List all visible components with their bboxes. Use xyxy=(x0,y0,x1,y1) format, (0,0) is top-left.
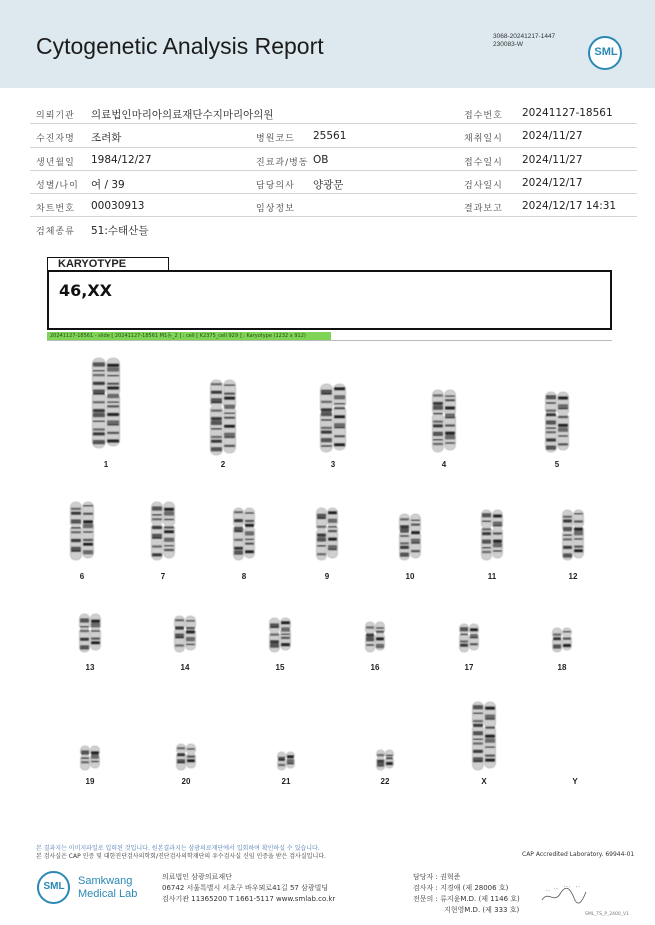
info-row: 의뢰기관 의료법인마리아의료재단수지마리아의원 접수번호 20241127-18561 xyxy=(30,101,637,124)
specimen-value: 51:수태산들 xyxy=(91,225,149,238)
signature-icon xyxy=(540,882,588,908)
chromosome-number: 12 xyxy=(568,572,578,581)
form-code: SML_TS_P_2400_V1 xyxy=(585,912,629,917)
chromosome-pair xyxy=(151,502,174,560)
doctor-value: 양광문 xyxy=(313,178,344,191)
footer-logo-text: SML xyxy=(43,881,65,892)
info-row: 성별/나이 여 / 39 담당의사 양광문 검사일시 2024/12/17 xyxy=(30,171,637,194)
chromosome-pair xyxy=(270,618,291,652)
chromosome-number: 11 xyxy=(487,572,497,581)
karyotype-label: KARYOTYPE xyxy=(47,257,169,271)
patient-name-value: 조려화 xyxy=(91,132,122,145)
receipt-date-value: 2024/11/27 xyxy=(522,153,583,166)
chromosome-pair xyxy=(278,752,295,770)
chart-no-value: 00030913 xyxy=(91,200,145,213)
chromosome-pair xyxy=(545,392,568,452)
chromosome-pair xyxy=(366,622,385,652)
chromosome-pair xyxy=(81,746,100,770)
test-date-value: 2024/12/17 xyxy=(522,176,583,189)
karyogram-caption: 20241127-18561 - slide [ 20241127-18561 M1동_2 ] : cell [ K2375_cell 929 ] : Karyotype (1232 x 912) xyxy=(47,332,331,341)
chromosome-number: 8 xyxy=(241,572,247,581)
chromosome-number: 5 xyxy=(554,460,560,469)
chromosome-pair xyxy=(234,508,255,560)
disclaimer-note: 본 결과지는 이미지파일로 입력된 것입니다. 원본결과지는 삼광의료재단에서 입회하여 확인하실 수 있습니다. xyxy=(36,845,320,852)
chromosome-number: 19 xyxy=(85,777,95,786)
chromosome-pair xyxy=(175,616,196,652)
chromosome-pair xyxy=(472,702,495,770)
accreditation-note: 본 검사실은 CAP 인증 및 대한진단검사의학회/진단검사의학재단의 우수검사실 신임 인증을 받은 검사실입니다. xyxy=(36,853,326,860)
chromosome-number: 21 xyxy=(281,777,291,786)
sex-age-value: 여 / 39 xyxy=(91,178,125,191)
chromosome-number: 10 xyxy=(405,572,415,581)
chromosome-pair xyxy=(320,384,345,452)
chromosome-pair xyxy=(70,502,93,560)
sml-logo-text: SML xyxy=(594,46,618,58)
info-row: 수진자명 조려화 병원코드 25561 채취일시 2024/11/27 xyxy=(30,124,637,147)
chromosome-number: 1 xyxy=(103,460,109,469)
report-title: Cytogenetic Analysis Report xyxy=(36,33,324,59)
chromosome-pair xyxy=(400,514,421,560)
chromosome-pair xyxy=(80,614,101,652)
chromosome-number: 7 xyxy=(160,572,166,581)
chromosome-pair xyxy=(432,390,455,452)
report-value: 2024/12/17 14:31 xyxy=(522,200,617,213)
receipt-no-value: 20241127-18561 xyxy=(522,107,613,119)
info-row: 생년월일 1984/12/27 진료과/병동 OB 접수일시 2024/11/27 xyxy=(30,148,637,171)
chromosome-pair xyxy=(177,744,196,770)
chromosome-number: Y xyxy=(572,777,578,786)
chromosome-pair xyxy=(553,628,572,652)
company-name: Samkwang Medical Lab xyxy=(78,875,138,900)
chromosome-number: 13 xyxy=(85,663,95,672)
chromosome-number: 4 xyxy=(441,460,447,469)
info-row: 차트번호 00030913 임상정보 결과보고 2024/12/17 14:31 xyxy=(30,194,637,217)
chromosome-number: 22 xyxy=(380,777,390,786)
chromosome-pair xyxy=(210,380,235,455)
staff-list: 담당자 : 권혁준 검사자 : 지경애 (제 28006 호) 전문의 : 류지윤M.D. (제 1146 호) 지현영M.D. (제 333 호) xyxy=(413,873,520,914)
dob-value: 1984/12/27 xyxy=(91,153,152,166)
collection-date-value: 2024/11/27 xyxy=(522,130,583,143)
institution-value: 의료법인마리아의료재단수지마리아의원 xyxy=(91,109,274,121)
chromosome-number: X xyxy=(481,777,487,786)
chromosome-number: 15 xyxy=(275,663,285,672)
dept-value: OB xyxy=(313,153,329,166)
hospital-code-value: 25561 xyxy=(313,130,347,143)
chromosome-pair xyxy=(317,508,338,560)
company-address: 의료법인 삼광의료재단 06742 서울특별시 서초구 바우뫼로41길 57 삼광빌딩 검사기관 11365200 T 1661-5117 www.smlab.co.kr xyxy=(162,873,336,903)
chromosome-pair xyxy=(460,624,479,652)
chromosome-number: 3 xyxy=(330,460,336,469)
info-row: 검체종류 51:수태산들 xyxy=(36,225,149,238)
chromosome-pair xyxy=(377,750,394,770)
chromosome-number: 16 xyxy=(370,663,380,672)
chromosome-pair xyxy=(482,510,503,560)
chromosome-number: 6 xyxy=(79,572,85,581)
chromosome-pair xyxy=(563,510,584,560)
chromosome-number: 2 xyxy=(220,460,226,469)
cap-accreditation: CAP Accredited Laboratory. 69944-01 xyxy=(522,851,635,858)
chromosome-number: 18 xyxy=(557,663,567,672)
chromosome-pair xyxy=(92,358,119,448)
document-id: 3068-20241217-1447 230083-W xyxy=(493,33,556,48)
chromosome-number: 20 xyxy=(181,777,191,786)
chromosome-number: 14 xyxy=(180,663,190,672)
chromosome-number: 17 xyxy=(464,663,474,672)
chromosome-number: 9 xyxy=(324,572,330,581)
karyotype-result: 46,XX xyxy=(59,281,113,300)
